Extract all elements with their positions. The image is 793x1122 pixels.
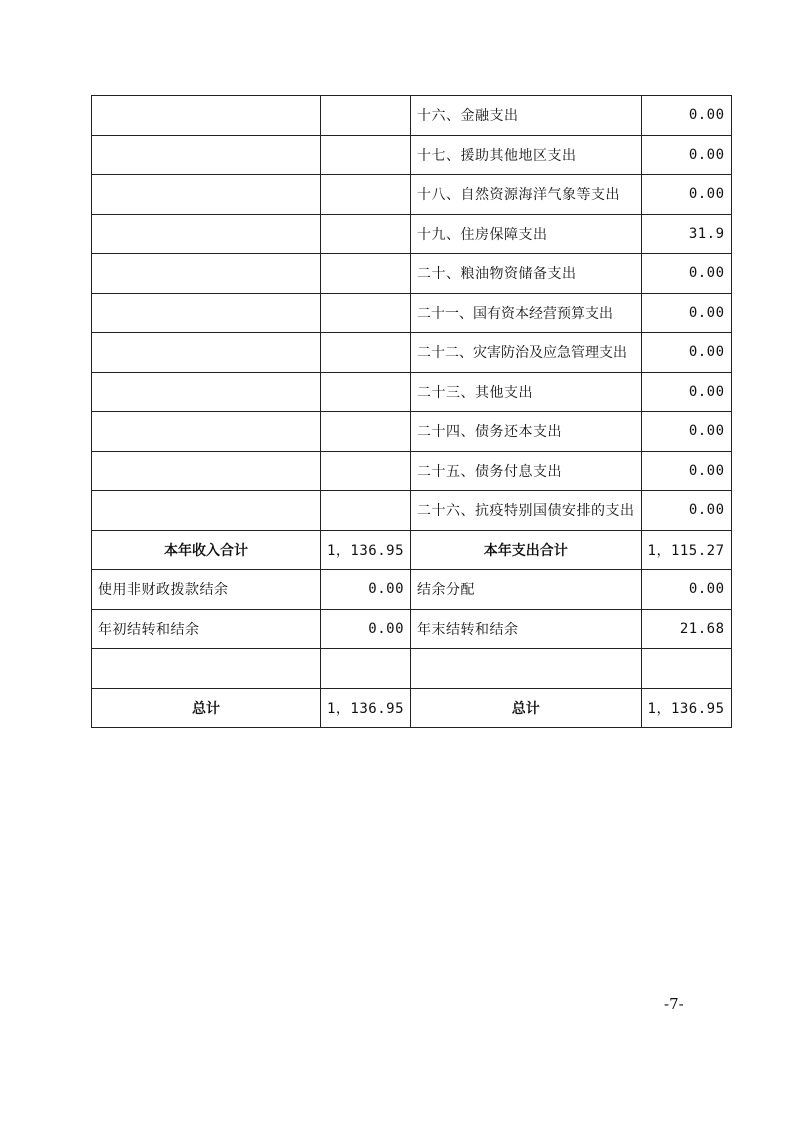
- expense-item-cell: 二十三、其他支出: [411, 372, 642, 412]
- income-item-cell: [92, 293, 321, 333]
- end-balance-label: 年末结转和结余: [411, 609, 642, 649]
- empty-cell: [321, 649, 411, 689]
- non-fiscal-balance-value: 0.00: [321, 570, 411, 610]
- annual-total-row: [92, 530, 732, 570]
- expense-amount-cell: 0.00: [641, 96, 731, 136]
- income-amount-cell: [321, 96, 411, 136]
- table-row: [92, 491, 732, 531]
- income-amount-cell: [321, 451, 411, 491]
- grand-total-label-left: 总计: [92, 688, 321, 728]
- empty-cell: [92, 649, 321, 689]
- table-row: [92, 214, 732, 254]
- table-row: [92, 649, 732, 689]
- expense-item-cell: 二十、粮油物资储备支出: [411, 254, 642, 294]
- income-amount-cell: [321, 135, 411, 175]
- income-item-cell: [92, 491, 321, 531]
- expense-amount-cell: 0.00: [641, 333, 731, 373]
- expense-item-cell: 十七、援助其他地区支出: [411, 135, 642, 175]
- surplus-distribution-label: 结余分配: [411, 570, 642, 610]
- income-item-cell: [92, 135, 321, 175]
- budget-table: [91, 95, 732, 728]
- income-total-value: 1，136.95: [321, 530, 411, 570]
- table-row: [92, 570, 732, 610]
- income-item-cell: [92, 412, 321, 452]
- expense-amount-cell: 0.00: [641, 135, 731, 175]
- expense-item-cell: 二十四、债务还本支出: [411, 412, 642, 452]
- expense-amount-cell: 0.00: [641, 491, 731, 531]
- expense-total-value: 1，115.27: [641, 530, 731, 570]
- non-fiscal-balance-label: 使用非财政拨款结余: [92, 570, 321, 610]
- table-row: [92, 175, 732, 215]
- table-row: [92, 609, 732, 649]
- expense-item-cell: 二十一、国有资本经营预算支出: [411, 293, 642, 333]
- end-balance-value: 21.68: [641, 609, 731, 649]
- income-amount-cell: [321, 254, 411, 294]
- income-amount-cell: [321, 175, 411, 215]
- grand-total-value-left: 1，136.95: [321, 688, 411, 728]
- income-item-cell: [92, 333, 321, 373]
- expense-amount-cell: 0.00: [641, 175, 731, 215]
- income-amount-cell: [321, 293, 411, 333]
- income-item-cell: [92, 254, 321, 294]
- income-item-cell: [92, 96, 321, 136]
- expense-amount-cell: 0.00: [641, 254, 731, 294]
- expense-item-cell: 二十六、抗疫特别国债安排的支出: [411, 491, 642, 531]
- expense-amount-cell: 0.00: [641, 412, 731, 452]
- income-amount-cell: [321, 214, 411, 254]
- expense-amount-cell: 31.9: [641, 214, 731, 254]
- income-total-label: 本年收入合计: [92, 530, 321, 570]
- grand-total-label-right: 总计: [411, 688, 642, 728]
- expense-amount-cell: 0.00: [641, 293, 731, 333]
- expense-item-cell: 二十五、债务付息支出: [411, 451, 642, 491]
- table-row: [92, 135, 732, 175]
- expense-item-cell: 十九、住房保障支出: [411, 214, 642, 254]
- income-item-cell: [92, 175, 321, 215]
- page-number: -7-: [664, 995, 684, 1013]
- grand-total-value-right: 1，136.95: [641, 688, 731, 728]
- expense-item-cell: 十六、金融支出: [411, 96, 642, 136]
- table-row: [92, 333, 732, 373]
- income-amount-cell: [321, 333, 411, 373]
- empty-cell: [641, 649, 731, 689]
- income-item-cell: [92, 451, 321, 491]
- grand-total-row: [92, 688, 732, 728]
- expense-amount-cell: 0.00: [641, 372, 731, 412]
- table-row: [92, 412, 732, 452]
- surplus-distribution-value: 0.00: [641, 570, 731, 610]
- income-amount-cell: [321, 412, 411, 452]
- income-amount-cell: [321, 372, 411, 412]
- table-row: [92, 293, 732, 333]
- begin-balance-label: 年初结转和结余: [92, 609, 321, 649]
- expense-amount-cell: 0.00: [641, 451, 731, 491]
- expense-item-cell: 十八、自然资源海洋气象等支出: [411, 175, 642, 215]
- begin-balance-value: 0.00: [321, 609, 411, 649]
- income-item-cell: [92, 214, 321, 254]
- expense-item-cell: 二十二、灾害防治及应急管理支出: [411, 333, 642, 373]
- income-item-cell: [92, 372, 321, 412]
- income-amount-cell: [321, 491, 411, 531]
- table-row: [92, 96, 732, 136]
- expense-total-label: 本年支出合计: [411, 530, 642, 570]
- empty-cell: [411, 649, 642, 689]
- table-row: [92, 451, 732, 491]
- table-row: [92, 254, 732, 294]
- table-row: [92, 372, 732, 412]
